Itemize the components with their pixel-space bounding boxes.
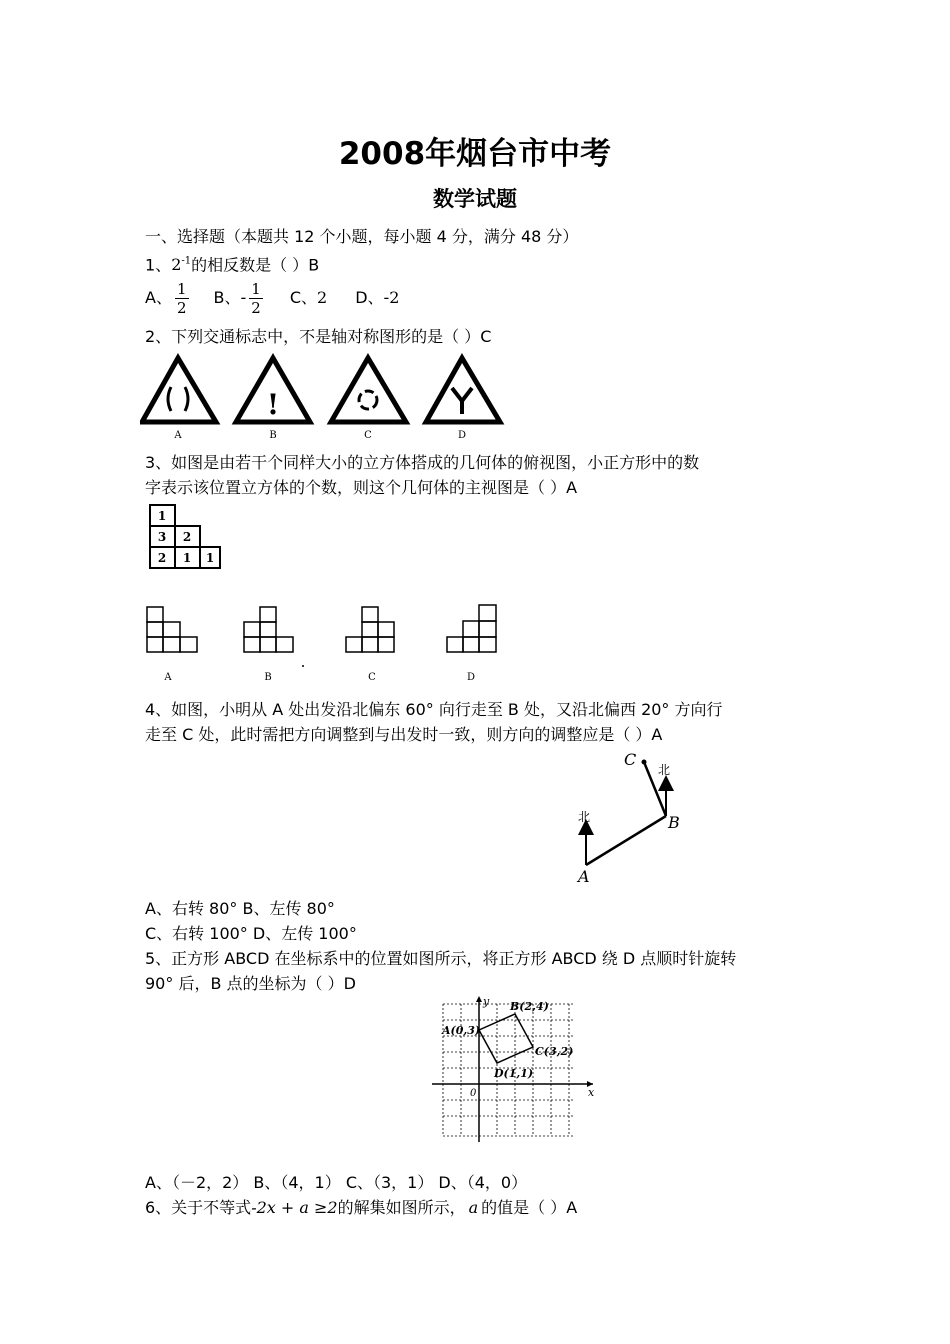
front-view-d [447,605,496,652]
traffic-signs-figure [140,352,510,446]
question-4-line2: 走至 C 处，此时需把方向调整到与出发时一致，则方向的调整应是（ ）A [145,725,663,744]
q1-opt-a-fraction: $\frac{1}{2}$ [176,280,187,317]
point-d-coord: D(1,1) [494,1067,534,1080]
q1-options: A、 $\frac{1}{2}$ B、- $\frac{1}{2}$ C、2 D、-2 [145,280,400,317]
y-axis-label: y [483,996,490,1008]
front-view-b [244,607,293,652]
direction-figure [570,745,690,885]
front-view-c [346,607,394,652]
q1-prefix: 1、 [145,255,172,275]
north-label-a: 北 [578,810,591,824]
question-4-line1: 4、如图，小明从 A 处出发沿北偏东 60° 向行走至 B 处，又沿北偏西 20° 方向行 [145,700,723,719]
section-heading: 一、选择题（本题共 12 个小题，每小题 4 分，满分 48 分） [145,227,579,246]
q1-expr: $2^{-1}$ [171,255,192,275]
grid-cell: 1 [205,551,215,565]
q1-opt-b-fraction: $\frac{1}{2}$ [251,280,261,317]
q6-inequality: -2x + a ≥2 [251,1198,338,1217]
point-a-label: A [578,867,590,885]
point-a-coord: A(0,3) [442,1024,481,1037]
grid-cell: 2 [182,530,192,544]
front-view-label: C [368,672,376,683]
page-subtitle: 数学试题 [433,187,517,211]
grid-cell: 1 [157,509,167,523]
question-5-line1: 5、正方形 ABCD 在坐标系中的位置如图所示，将正方形 ABCD 绕 D 点顺时针旋转 [145,949,737,968]
question-3-line1: 3、如图是由若干个同样大小的立方体搭成的几何体的俯视图，小正方形中的数 [145,453,700,472]
front-view-label: D [466,672,476,683]
front-view-label: A [164,672,172,683]
north-label-b: 北 [658,763,671,777]
front-view-a [147,607,197,652]
sign-b [236,358,310,422]
sign-label-a: A [174,430,182,441]
point-b-coord: B(2,4) [510,1000,549,1013]
sign-c [331,358,406,422]
sign-d [426,358,500,422]
grid-cell: 3 [157,530,167,544]
sign-label-d: D [457,430,467,441]
sign-label-b: B [269,430,277,441]
q4-options-ab: A、右转 80° B、左传 80° [145,899,335,918]
point-c-coord: C(3,2) [535,1045,574,1058]
coordinate-figure [428,996,603,1146]
sign-b-exclamation: ! [266,388,280,421]
sign-a [142,358,216,422]
q5-options: A、（－2，2） B、（4，1） C、（3，1） D、（4，0） [145,1173,528,1192]
q6-variable: a [468,1198,479,1217]
question-2: 2、下列交通标志中，不是轴对称图形的是（ ）C [145,327,492,346]
top-view-grid [146,502,226,572]
sign-label-c: C [364,430,372,441]
q4-options-cd: C、右转 100° D、左传 100° [145,924,357,943]
question-3-line2: 字表示该位置立方体的个数，则这个几何体的主视图是（ ）A [145,478,578,497]
x-axis-label: x [588,1086,595,1099]
point-c-label: C [624,750,637,769]
front-view-label: B [264,672,272,683]
point-b-label: B [668,813,680,832]
question-5-line2: 90° 后，B 点的坐标为（ ）D [145,974,356,993]
grid-cell: 2 [157,551,167,565]
grid-cell: 1 [182,551,192,565]
page-title: 2008年烟台市中考 [338,136,612,172]
origin-label: 0 [470,1088,477,1099]
question-1 [145,251,319,276]
front-view-options [140,600,510,690]
question-6: 6、关于不等式-2x + a ≥2的解集如图所示， a 的值是（ ）A [145,1198,578,1217]
q1-text: 的相反数是（ ）B [191,255,320,275]
